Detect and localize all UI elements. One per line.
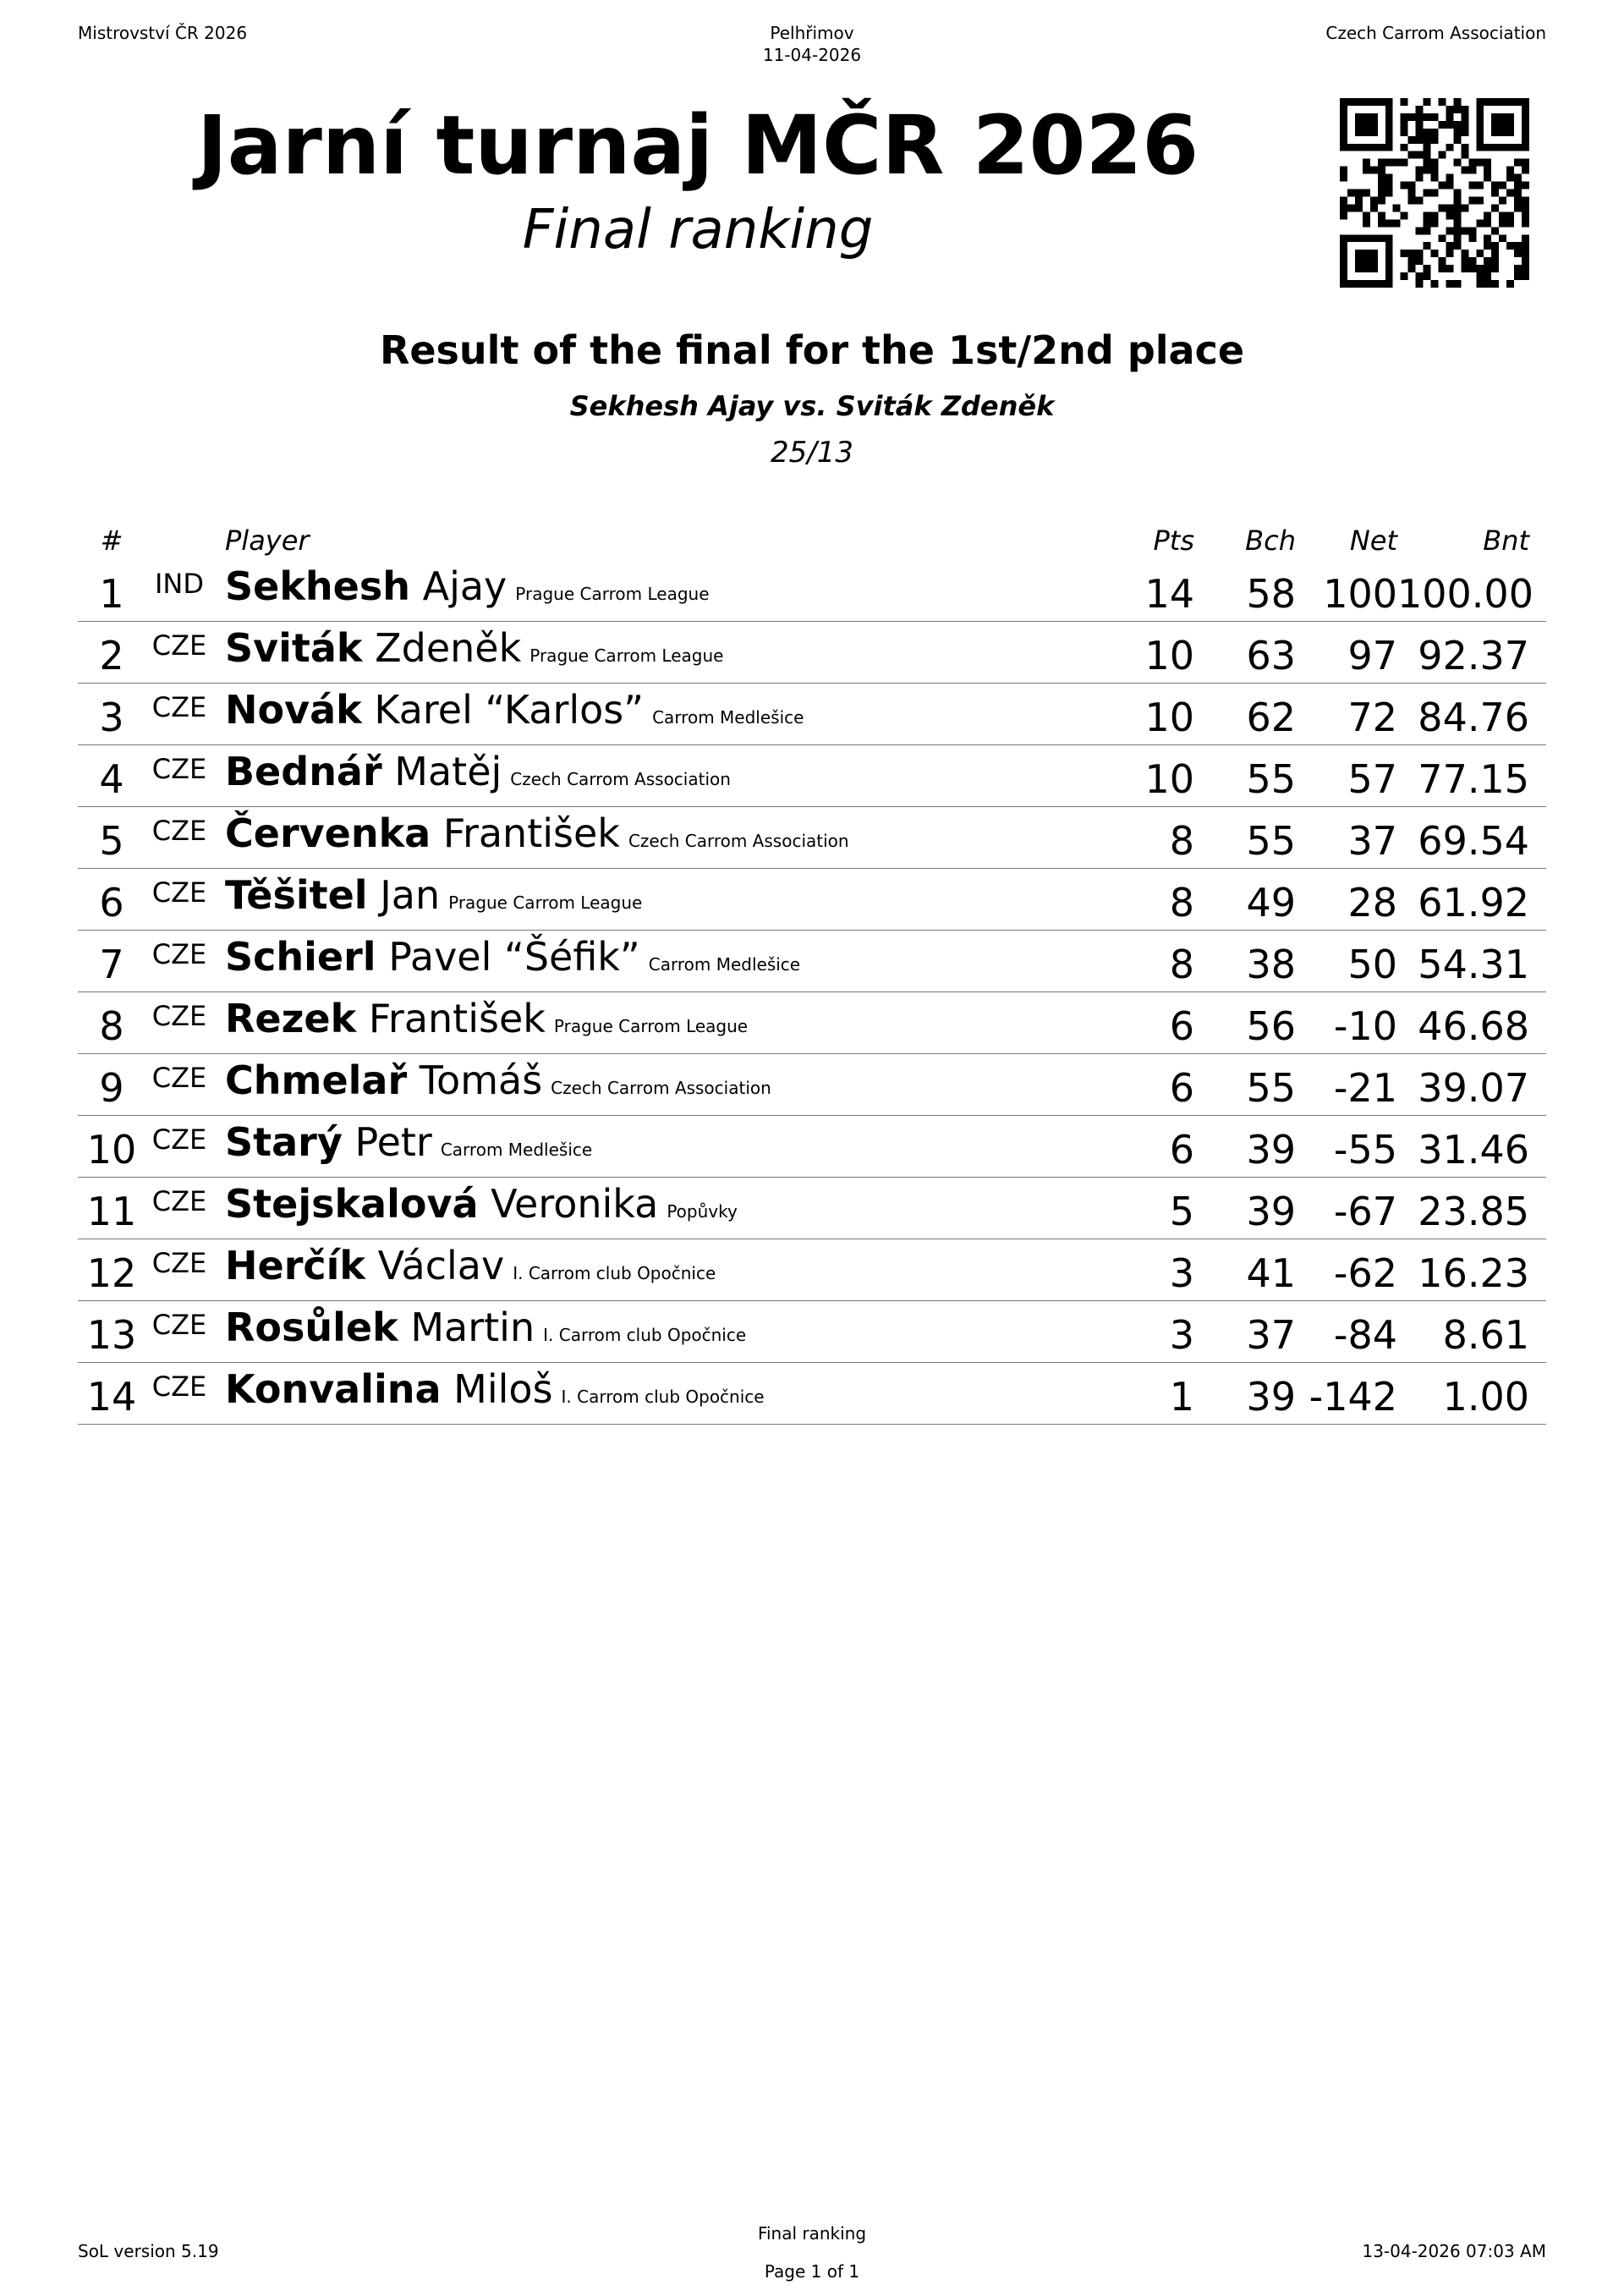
player-cell: [213, 684, 1093, 745]
pts-cell: 14: [1093, 560, 1194, 622]
player-cell: [213, 1178, 1093, 1239]
nationality-cell: CZE: [145, 1116, 213, 1178]
nationality-cell: CZE: [145, 1239, 213, 1301]
table-row: [78, 869, 1546, 931]
player-surname: Novák: [225, 687, 362, 733]
rank-cell: 14: [78, 1363, 145, 1425]
nationality-cell: CZE: [145, 931, 213, 992]
player-cell: [213, 807, 1093, 869]
player-given-name: Petr: [354, 1119, 432, 1165]
page-subtitle: Final ranking: [522, 199, 874, 261]
final-result-title: Result of the final for the 1st/2nd place: [379, 327, 1245, 373]
player-given-name: František: [442, 810, 620, 856]
player-given-name: Zdeněk: [375, 625, 522, 671]
rank-cell: 5: [78, 807, 145, 869]
table-row: [78, 931, 1546, 992]
table-row: [78, 1178, 1546, 1239]
player-given-name: Jan: [380, 872, 441, 918]
net-cell: -10: [1296, 992, 1397, 1054]
player-club: I. Carrom club Opočnice: [561, 1387, 765, 1407]
player-club: Popůvky: [667, 1201, 738, 1222]
player-surname: Schierl: [225, 934, 376, 980]
player-cell: [213, 622, 1093, 684]
ranking-table: [78, 514, 1546, 1425]
player-given-name: Pavel “Šéfik”: [388, 934, 640, 980]
player-given-name: Václav: [377, 1243, 505, 1288]
nationality-cell: IND: [145, 560, 213, 622]
rank-cell: 9: [78, 1054, 145, 1116]
bnt-cell: 61.92: [1397, 869, 1546, 931]
table-row: [78, 807, 1546, 869]
rank-cell: 3: [78, 684, 145, 745]
col-bch-header: Bch: [1245, 525, 1296, 557]
table-row: [78, 560, 1546, 622]
nationality-cell: CZE: [145, 622, 213, 684]
bch-cell: 39: [1194, 1363, 1296, 1425]
bch-cell: 37: [1194, 1301, 1296, 1363]
nationality-cell: CZE: [145, 684, 213, 745]
net-cell: -62: [1296, 1239, 1397, 1301]
header-location: Pelhřimov: [770, 23, 854, 43]
player-club: I. Carrom club Opočnice: [513, 1263, 716, 1283]
rank-cell: 7: [78, 931, 145, 992]
footer-timestamp: 13-04-2026 07:03 AM: [1362, 2241, 1546, 2261]
player-club: Carrom Medlešice: [440, 1140, 593, 1160]
col-player-header: Player: [225, 525, 310, 557]
bnt-cell: 46.68: [1397, 992, 1546, 1054]
net-cell: -55: [1296, 1116, 1397, 1178]
player-cell: [213, 1301, 1093, 1363]
bnt-cell: 69.54: [1397, 807, 1546, 869]
rank-cell: 4: [78, 745, 145, 807]
bnt-cell: 77.15: [1397, 745, 1546, 807]
pts-cell: 10: [1093, 745, 1194, 807]
bnt-cell: 23.85: [1397, 1178, 1546, 1239]
player-cell: [213, 1054, 1093, 1116]
net-cell: -84: [1296, 1301, 1397, 1363]
nationality-cell: CZE: [145, 807, 213, 869]
table-row: [78, 684, 1546, 745]
player-cell: [213, 1239, 1093, 1301]
table-row: [78, 1054, 1546, 1116]
player-given-name: Tomáš: [419, 1057, 543, 1103]
pts-cell: 6: [1093, 1054, 1194, 1116]
bch-cell: 49: [1194, 869, 1296, 931]
header-organizer: Czech Carrom Association: [1325, 23, 1546, 43]
net-cell: -142: [1296, 1363, 1397, 1425]
player-cell: [213, 931, 1093, 992]
col-rank-header: #: [100, 525, 123, 557]
col-bnt-header: Bnt: [1483, 525, 1529, 557]
player-surname: Červenka: [225, 810, 431, 856]
player-surname: Konvalina: [225, 1366, 442, 1412]
table-header-row: [78, 514, 1546, 560]
net-cell: -21: [1296, 1054, 1397, 1116]
bch-cell: 41: [1194, 1239, 1296, 1301]
nationality-cell: CZE: [145, 992, 213, 1054]
bnt-cell: 16.23: [1397, 1239, 1546, 1301]
player-club: Carrom Medlešice: [652, 707, 804, 728]
final-score: 25/13: [771, 436, 853, 470]
player-cell: [213, 745, 1093, 807]
player-cell: [213, 560, 1093, 622]
net-cell: 100: [1296, 560, 1397, 622]
table-row: [78, 992, 1546, 1054]
nationality-cell: CZE: [145, 1054, 213, 1116]
player-given-name: Veronika: [491, 1181, 659, 1227]
rank-cell: 11: [78, 1178, 145, 1239]
bch-cell: 55: [1194, 807, 1296, 869]
pts-cell: 8: [1093, 931, 1194, 992]
bnt-cell: 100.00: [1397, 560, 1546, 622]
ranking-body: [78, 560, 1546, 1425]
footer-page: Page 1 of 1: [764, 2261, 860, 2282]
col-pts-header: Pts: [1153, 525, 1194, 557]
player-surname: Těšitel: [225, 872, 368, 918]
pts-cell: 10: [1093, 622, 1194, 684]
rank-cell: 1: [78, 560, 145, 622]
player-given-name: Ajay: [422, 563, 508, 609]
player-club: I. Carrom club Opočnice: [543, 1325, 747, 1345]
player-surname: Bednář: [225, 749, 382, 794]
player-surname: Sviták: [225, 625, 363, 671]
table-row: [78, 1239, 1546, 1301]
bch-cell: 56: [1194, 992, 1296, 1054]
rank-cell: 13: [78, 1301, 145, 1363]
player-cell: [213, 869, 1093, 931]
pts-cell: 10: [1093, 684, 1194, 745]
pts-cell: 8: [1093, 869, 1194, 931]
table-row: [78, 1301, 1546, 1363]
nationality-cell: CZE: [145, 745, 213, 807]
bnt-cell: 84.76: [1397, 684, 1546, 745]
net-cell: 28: [1296, 869, 1397, 931]
pts-cell: 3: [1093, 1239, 1194, 1301]
player-club: Prague Carrom League: [529, 645, 724, 666]
pts-cell: 6: [1093, 992, 1194, 1054]
bch-cell: 38: [1194, 931, 1296, 992]
player-club: Carrom Medlešice: [648, 954, 801, 975]
bnt-cell: 92.37: [1397, 622, 1546, 684]
bch-cell: 63: [1194, 622, 1296, 684]
player-given-name: František: [368, 996, 546, 1041]
final-players: Sekhesh Ajay vs. Sviták Zdeněk: [569, 390, 1055, 422]
net-cell: 37: [1296, 807, 1397, 869]
player-surname: Starý: [225, 1119, 343, 1165]
rank-cell: 2: [78, 622, 145, 684]
bnt-cell: 54.31: [1397, 931, 1546, 992]
page-title: Jarní turnaj MČR 2026: [196, 98, 1199, 193]
pts-cell: 5: [1093, 1178, 1194, 1239]
player-club: Prague Carrom League: [515, 584, 710, 604]
player-club: Prague Carrom League: [553, 1016, 749, 1036]
rank-cell: 8: [78, 992, 145, 1054]
bnt-cell: 39.07: [1397, 1054, 1546, 1116]
player-surname: Rezek: [225, 996, 357, 1041]
player-surname: Rosůlek: [225, 1305, 398, 1350]
bch-cell: 62: [1194, 684, 1296, 745]
bch-cell: 55: [1194, 745, 1296, 807]
player-given-name: Martin: [410, 1305, 535, 1350]
footer-title: Final ranking: [757, 2223, 867, 2244]
col-nat-header: [145, 514, 213, 560]
bch-cell: 39: [1194, 1178, 1296, 1239]
net-cell: 97: [1296, 622, 1397, 684]
rank-cell: 10: [78, 1116, 145, 1178]
bch-cell: 39: [1194, 1116, 1296, 1178]
player-cell: [213, 1363, 1093, 1425]
rank-cell: 6: [78, 869, 145, 931]
player-surname: Stejskalová: [225, 1181, 479, 1227]
net-cell: 72: [1296, 684, 1397, 745]
nationality-cell: CZE: [145, 869, 213, 931]
player-cell: [213, 1116, 1093, 1178]
pts-cell: 1: [1093, 1363, 1194, 1425]
bnt-cell: 1.00: [1397, 1363, 1546, 1425]
table-row: [78, 1363, 1546, 1425]
footer-version: SoL version 5.19: [78, 2241, 219, 2261]
nationality-cell: CZE: [145, 1363, 213, 1425]
player-surname: Chmelař: [225, 1057, 408, 1103]
header-date: 11-04-2026: [762, 45, 862, 65]
header-tournament: Mistrovství ČR 2026: [78, 23, 248, 43]
net-cell: -67: [1296, 1178, 1397, 1239]
net-cell: 57: [1296, 745, 1397, 807]
table-row: [78, 622, 1546, 684]
bch-cell: 55: [1194, 1054, 1296, 1116]
pts-cell: 6: [1093, 1116, 1194, 1178]
player-club: Czech Carrom Association: [510, 769, 731, 789]
col-net-header: Net: [1349, 525, 1397, 557]
pts-cell: 3: [1093, 1301, 1194, 1363]
player-surname: Herčík: [225, 1243, 366, 1288]
pts-cell: 8: [1093, 807, 1194, 869]
player-club: Czech Carrom Association: [551, 1078, 771, 1098]
bnt-cell: 8.61: [1397, 1301, 1546, 1363]
player-given-name: Matěj: [394, 749, 502, 794]
player-club: Czech Carrom Association: [628, 831, 849, 851]
player-given-name: Karel “Karlos”: [374, 687, 645, 733]
rank-cell: 12: [78, 1239, 145, 1301]
bnt-cell: 31.46: [1397, 1116, 1546, 1178]
net-cell: 50: [1296, 931, 1397, 992]
bch-cell: 58: [1194, 560, 1296, 622]
table-row: [78, 745, 1546, 807]
qr-code-icon: [1340, 98, 1529, 288]
nationality-cell: CZE: [145, 1301, 213, 1363]
nationality-cell: CZE: [145, 1178, 213, 1239]
player-club: Prague Carrom League: [448, 893, 643, 913]
player-surname: Sekhesh: [225, 563, 410, 609]
table-row: [78, 1116, 1546, 1178]
player-given-name: Miloš: [453, 1366, 553, 1412]
player-cell: [213, 992, 1093, 1054]
